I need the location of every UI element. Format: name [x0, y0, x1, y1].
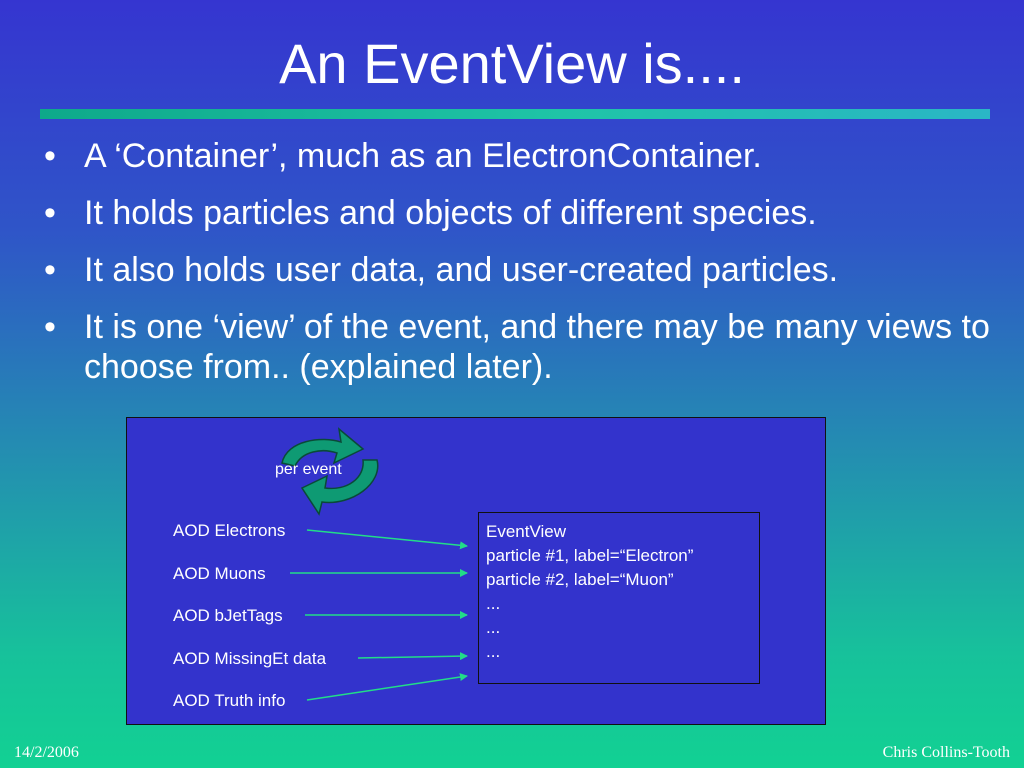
source-label-muons: AOD Muons	[173, 564, 266, 583]
bullet-text: It also holds user data, and user-created particles.	[84, 251, 839, 289]
arrow-missinget	[358, 656, 467, 658]
bullet-item	[44, 193, 1004, 233]
bullet-text: A ‘Container’, much as an ElectronContainer.	[84, 137, 762, 175]
eventview-diagram	[126, 417, 826, 725]
eventview-line: ...	[486, 642, 501, 661]
eventview-line: particle #2, label=“Muon”	[486, 570, 674, 589]
arrow-truth	[307, 676, 467, 700]
bullet-item	[44, 307, 1004, 387]
bullet-text: It is one ‘view’ of the event, and there may be many views to choose from.. (explained later).	[84, 308, 990, 386]
arrow-electrons	[307, 530, 467, 546]
bullet-marker: •	[44, 137, 56, 175]
title-underline	[40, 109, 990, 119]
bullet-text: It holds particles and objects of different species.	[84, 194, 817, 232]
bullet-marker: •	[44, 308, 56, 346]
source-label-bjettags: AOD bJetTags	[173, 606, 283, 625]
footer-author: Chris Collins-Tooth	[882, 744, 1010, 761]
eventview-line: ...	[486, 618, 501, 637]
source-label-missinget: AOD MissingEt data	[173, 649, 327, 668]
footer-date: 14/2/2006	[14, 744, 79, 761]
bullet-item	[44, 136, 1004, 176]
eventview-line: ...	[486, 594, 501, 613]
source-label-electrons: AOD Electrons	[173, 521, 286, 540]
bullet-marker: •	[44, 251, 56, 289]
source-label-truth: AOD Truth info	[173, 691, 286, 710]
slide-title: An EventView is....	[279, 32, 745, 95]
bullet-list	[44, 136, 1004, 404]
eventview-box	[478, 512, 760, 684]
bullet-marker: •	[44, 194, 56, 232]
bullet-item	[44, 250, 1004, 290]
eventview-line: particle #1, label=“Electron”	[486, 546, 694, 565]
per-event-label: per event	[275, 461, 342, 478]
eventview-title: EventView	[486, 522, 567, 541]
